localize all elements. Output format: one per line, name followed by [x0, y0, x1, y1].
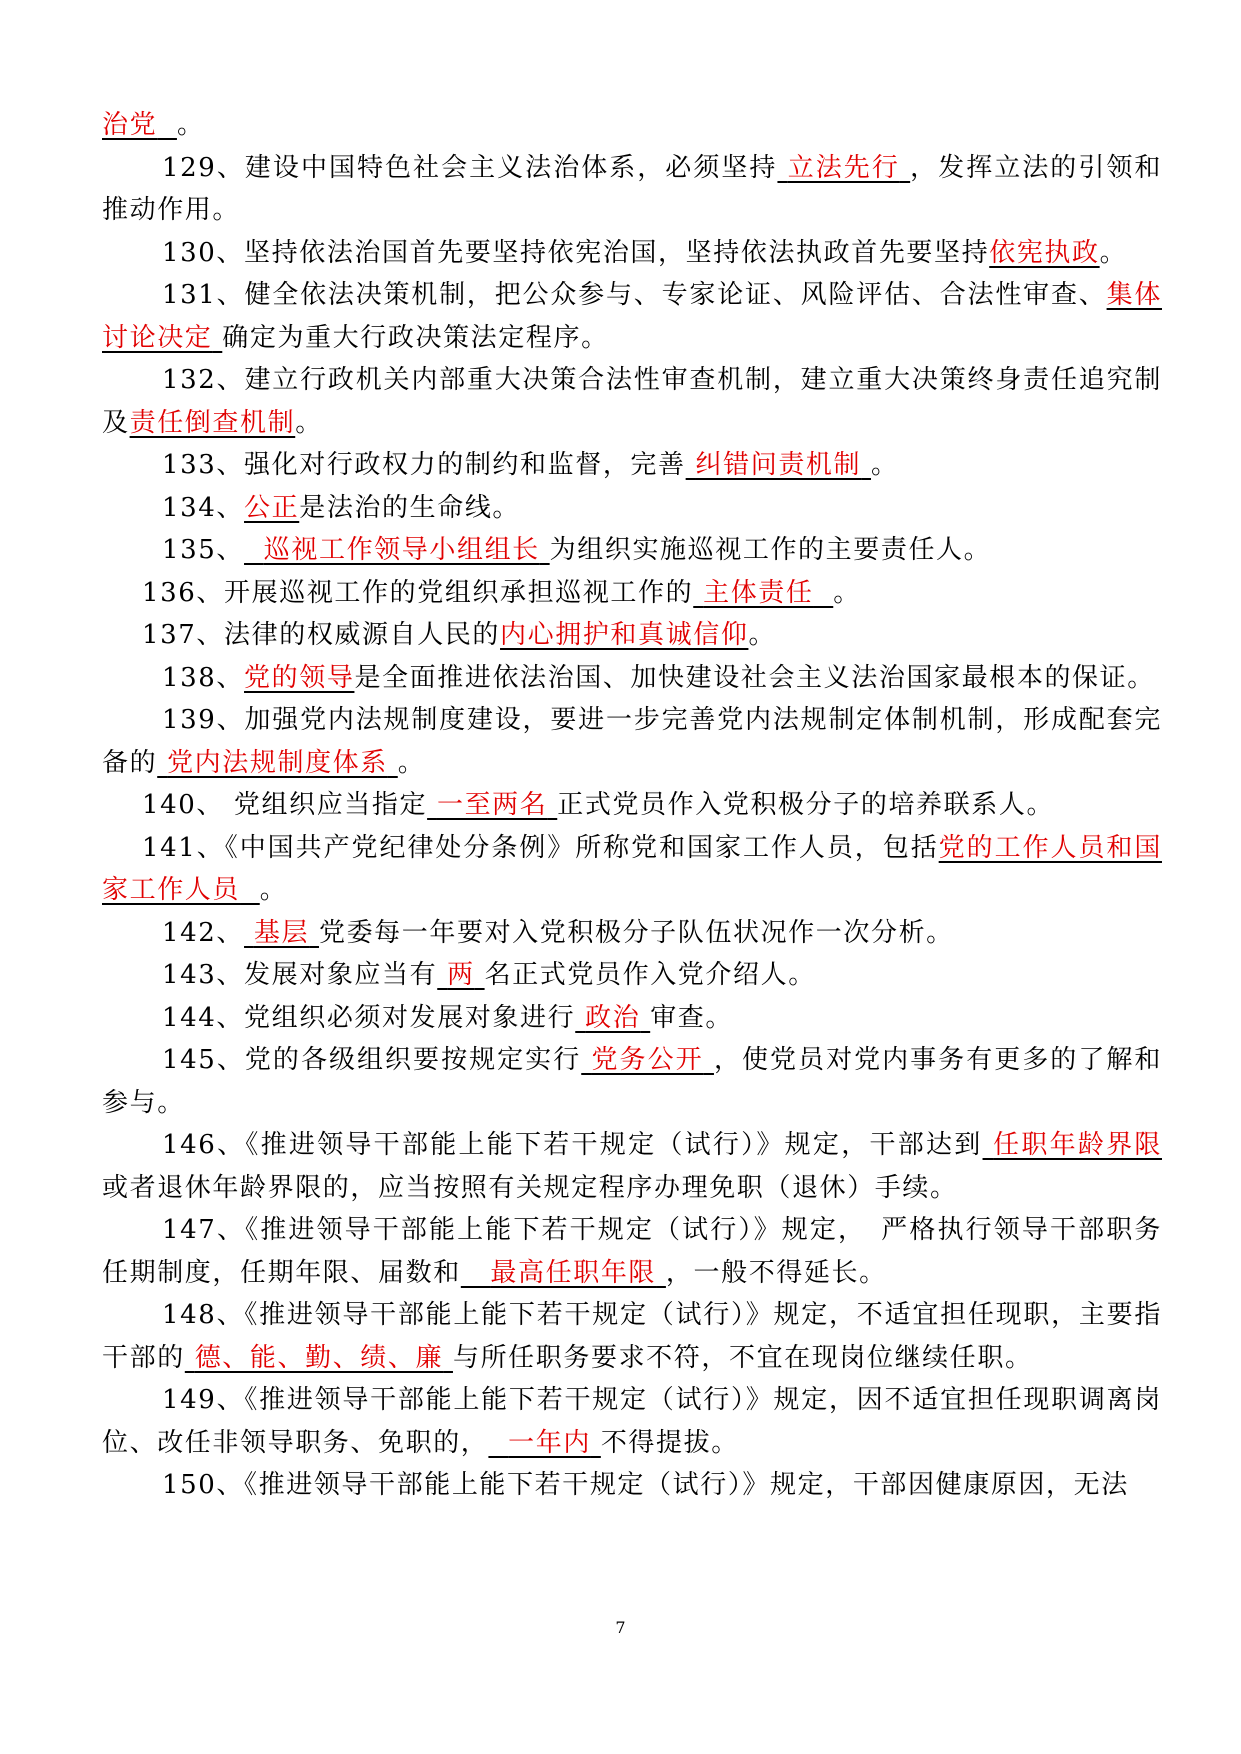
item-text: 145、党的各级组织要按规定实行	[162, 1045, 582, 1075]
item-text: 名正式党员作入党介绍人。	[484, 960, 816, 990]
list-item	[102, 827, 1162, 912]
list-item	[102, 997, 1162, 1040]
item-text: 149、《推进领导干部能上能下若干规定（试行）》规定，因不适宜担任现职调离岗位、改任非领导职务、免职的，	[102, 1385, 1162, 1458]
item-text: 144、党组织必须对发展对象进行	[162, 1002, 576, 1033]
item-text: 130、坚持依法治国首先要坚持依宪治国，坚持依法执政首先要坚持	[162, 237, 990, 268]
list-item	[102, 1209, 1162, 1294]
answer-blank: 两	[447, 960, 475, 990]
answer-blank: 公正	[244, 492, 300, 523]
list-item	[102, 657, 1162, 700]
answer-blank: 主体责任	[703, 577, 814, 608]
item-text: 。	[259, 875, 288, 905]
item-text: 148、《推进领导干部能上能下若干规定（试行）》规定，不适宜担任现职，主要指干部的	[102, 1300, 1162, 1373]
item-text: 134、	[162, 492, 245, 523]
answer-blank: 基层	[253, 917, 310, 948]
answer-blank: 集体讨论决定	[102, 280, 1162, 353]
list-item	[102, 147, 1162, 232]
item-text: 。	[748, 620, 777, 650]
document-body	[102, 104, 1162, 1507]
list-item	[102, 232, 1162, 275]
answer-blank: 党的工作人员和国家工作人员	[102, 832, 1162, 905]
answer-blank: 任职年龄界限	[993, 1130, 1162, 1160]
answer-blank: 政治	[585, 1002, 641, 1033]
item-text: 138、	[162, 662, 245, 693]
list-item	[102, 572, 1162, 615]
item-text: 与所任职务要求不符，不宜在现岗位继续任职。	[452, 1342, 1033, 1373]
item-text: 。	[176, 110, 205, 140]
item-text: 146、《推进领导干部能上能下若干规定（试行）》规定，干部达到	[162, 1130, 983, 1160]
item-text: 是全面推进依法治国、加快建设社会主义法治国家最根本的保证。	[354, 662, 1155, 693]
answer-blank: 德、能、勤、绩、廉	[194, 1342, 444, 1373]
list-item	[102, 487, 1162, 530]
list-item	[102, 274, 1162, 359]
list-item	[102, 1294, 1162, 1379]
item-text: 135、	[162, 535, 245, 565]
item-text: 140、 党组织应当指定	[142, 790, 428, 820]
list-item	[102, 1039, 1162, 1124]
list-item	[102, 359, 1162, 444]
item-text: 141、《中国共产党纪律处分条例》所称党和国家工作人员，包括	[142, 832, 939, 863]
list-item	[102, 912, 1162, 955]
list-item	[102, 1124, 1162, 1209]
item-text: 正式党员作入党积极分子的培养联系人。	[557, 790, 1055, 820]
item-text: 131、健全依法决策机制，把公众参与、专家论证、风险评估、合法性审查、	[162, 280, 1107, 310]
item-text: 不得提拔。	[600, 1427, 739, 1458]
list-item	[102, 784, 1162, 827]
list-item	[102, 104, 1162, 147]
item-text: 。	[295, 407, 323, 438]
list-item	[102, 444, 1162, 487]
answer-blank: 巡视工作领导小组组长	[263, 535, 540, 565]
item-text: 129、建设中国特色社会主义法治体系，必须坚持	[162, 152, 778, 183]
list-item	[102, 1379, 1162, 1464]
page-number: 7	[615, 1618, 626, 1637]
item-text: 132、建立行政机关内部重大决策合法性审查机制，建立重大决策终身责任追究制及	[102, 365, 1162, 438]
list-item	[102, 529, 1162, 572]
item-text: 133、强化对行政权力的制约和监督，完善	[162, 450, 686, 480]
item-text: 审查。	[650, 1002, 733, 1033]
item-text: 为组织实施巡视工作的主要责任人。	[549, 535, 992, 565]
item-text: 143、发展对象应当有	[162, 960, 438, 990]
list-item	[102, 954, 1162, 997]
item-text: 或者退休年龄界限的，应当按照有关规定程序办理免职（退休）手续。	[102, 1172, 958, 1203]
item-text: 136、开展巡视工作的党组织承担巡视工作的	[142, 577, 694, 608]
item-text: 党委每一年要对入党积极分子队伍状况作一次分析。	[318, 917, 954, 948]
answer-blank: 纠错问责机制	[695, 450, 862, 480]
item-text: 142、	[162, 917, 245, 948]
item-text: 确定为重大行政决策法定程序。	[222, 322, 609, 353]
answer-blank: 责任倒查机制	[129, 407, 296, 438]
item-text: 。	[397, 747, 426, 778]
list-item	[102, 1464, 1162, 1507]
answer-blank: 一年内	[508, 1427, 591, 1458]
answer-blank: 党务公开	[591, 1045, 704, 1075]
item-text: 。	[833, 577, 861, 608]
item-text: 。	[871, 450, 899, 480]
answer-blank: 党的领导	[244, 662, 355, 693]
answer-blank: 依宪执政	[989, 237, 1100, 268]
answer-blank: 党内法规制度体系	[167, 747, 388, 778]
item-text: 。	[1099, 237, 1128, 268]
item-text: ，一般不得延长。	[665, 1257, 887, 1288]
item-text: 150、《推进领导干部能上能下若干规定（试行）》规定，干部因健康原因，无法	[162, 1470, 1129, 1500]
answer-blank: 治党	[102, 110, 158, 140]
item-text: 139、加强党内法规制度建设，要进一步完善党内法规制定体制机制，形成配套完备的	[102, 705, 1162, 778]
item-text: ，发挥立法的引领和推动作用。	[102, 152, 1162, 225]
list-item	[102, 614, 1162, 657]
item-text: 137、法律的权威源自人民的	[142, 620, 501, 650]
answer-blank: 立法先行	[787, 152, 900, 183]
item-text: ，使党员对党内事务有更多的了解和参与。	[102, 1045, 1162, 1118]
item-text: 147、《推进领导干部能上能下若干规定（试行）》规定， 严格执行领导干部职务任期制度，任期年限、届数和	[102, 1215, 1162, 1288]
list-item	[102, 699, 1162, 784]
answer-blank: 最高任职年限	[490, 1257, 657, 1288]
answer-blank: 内心拥护和真诚信仰	[500, 620, 749, 650]
answer-blank: 一至两名	[436, 790, 548, 820]
item-text: 是法治的生命线。	[299, 492, 521, 523]
